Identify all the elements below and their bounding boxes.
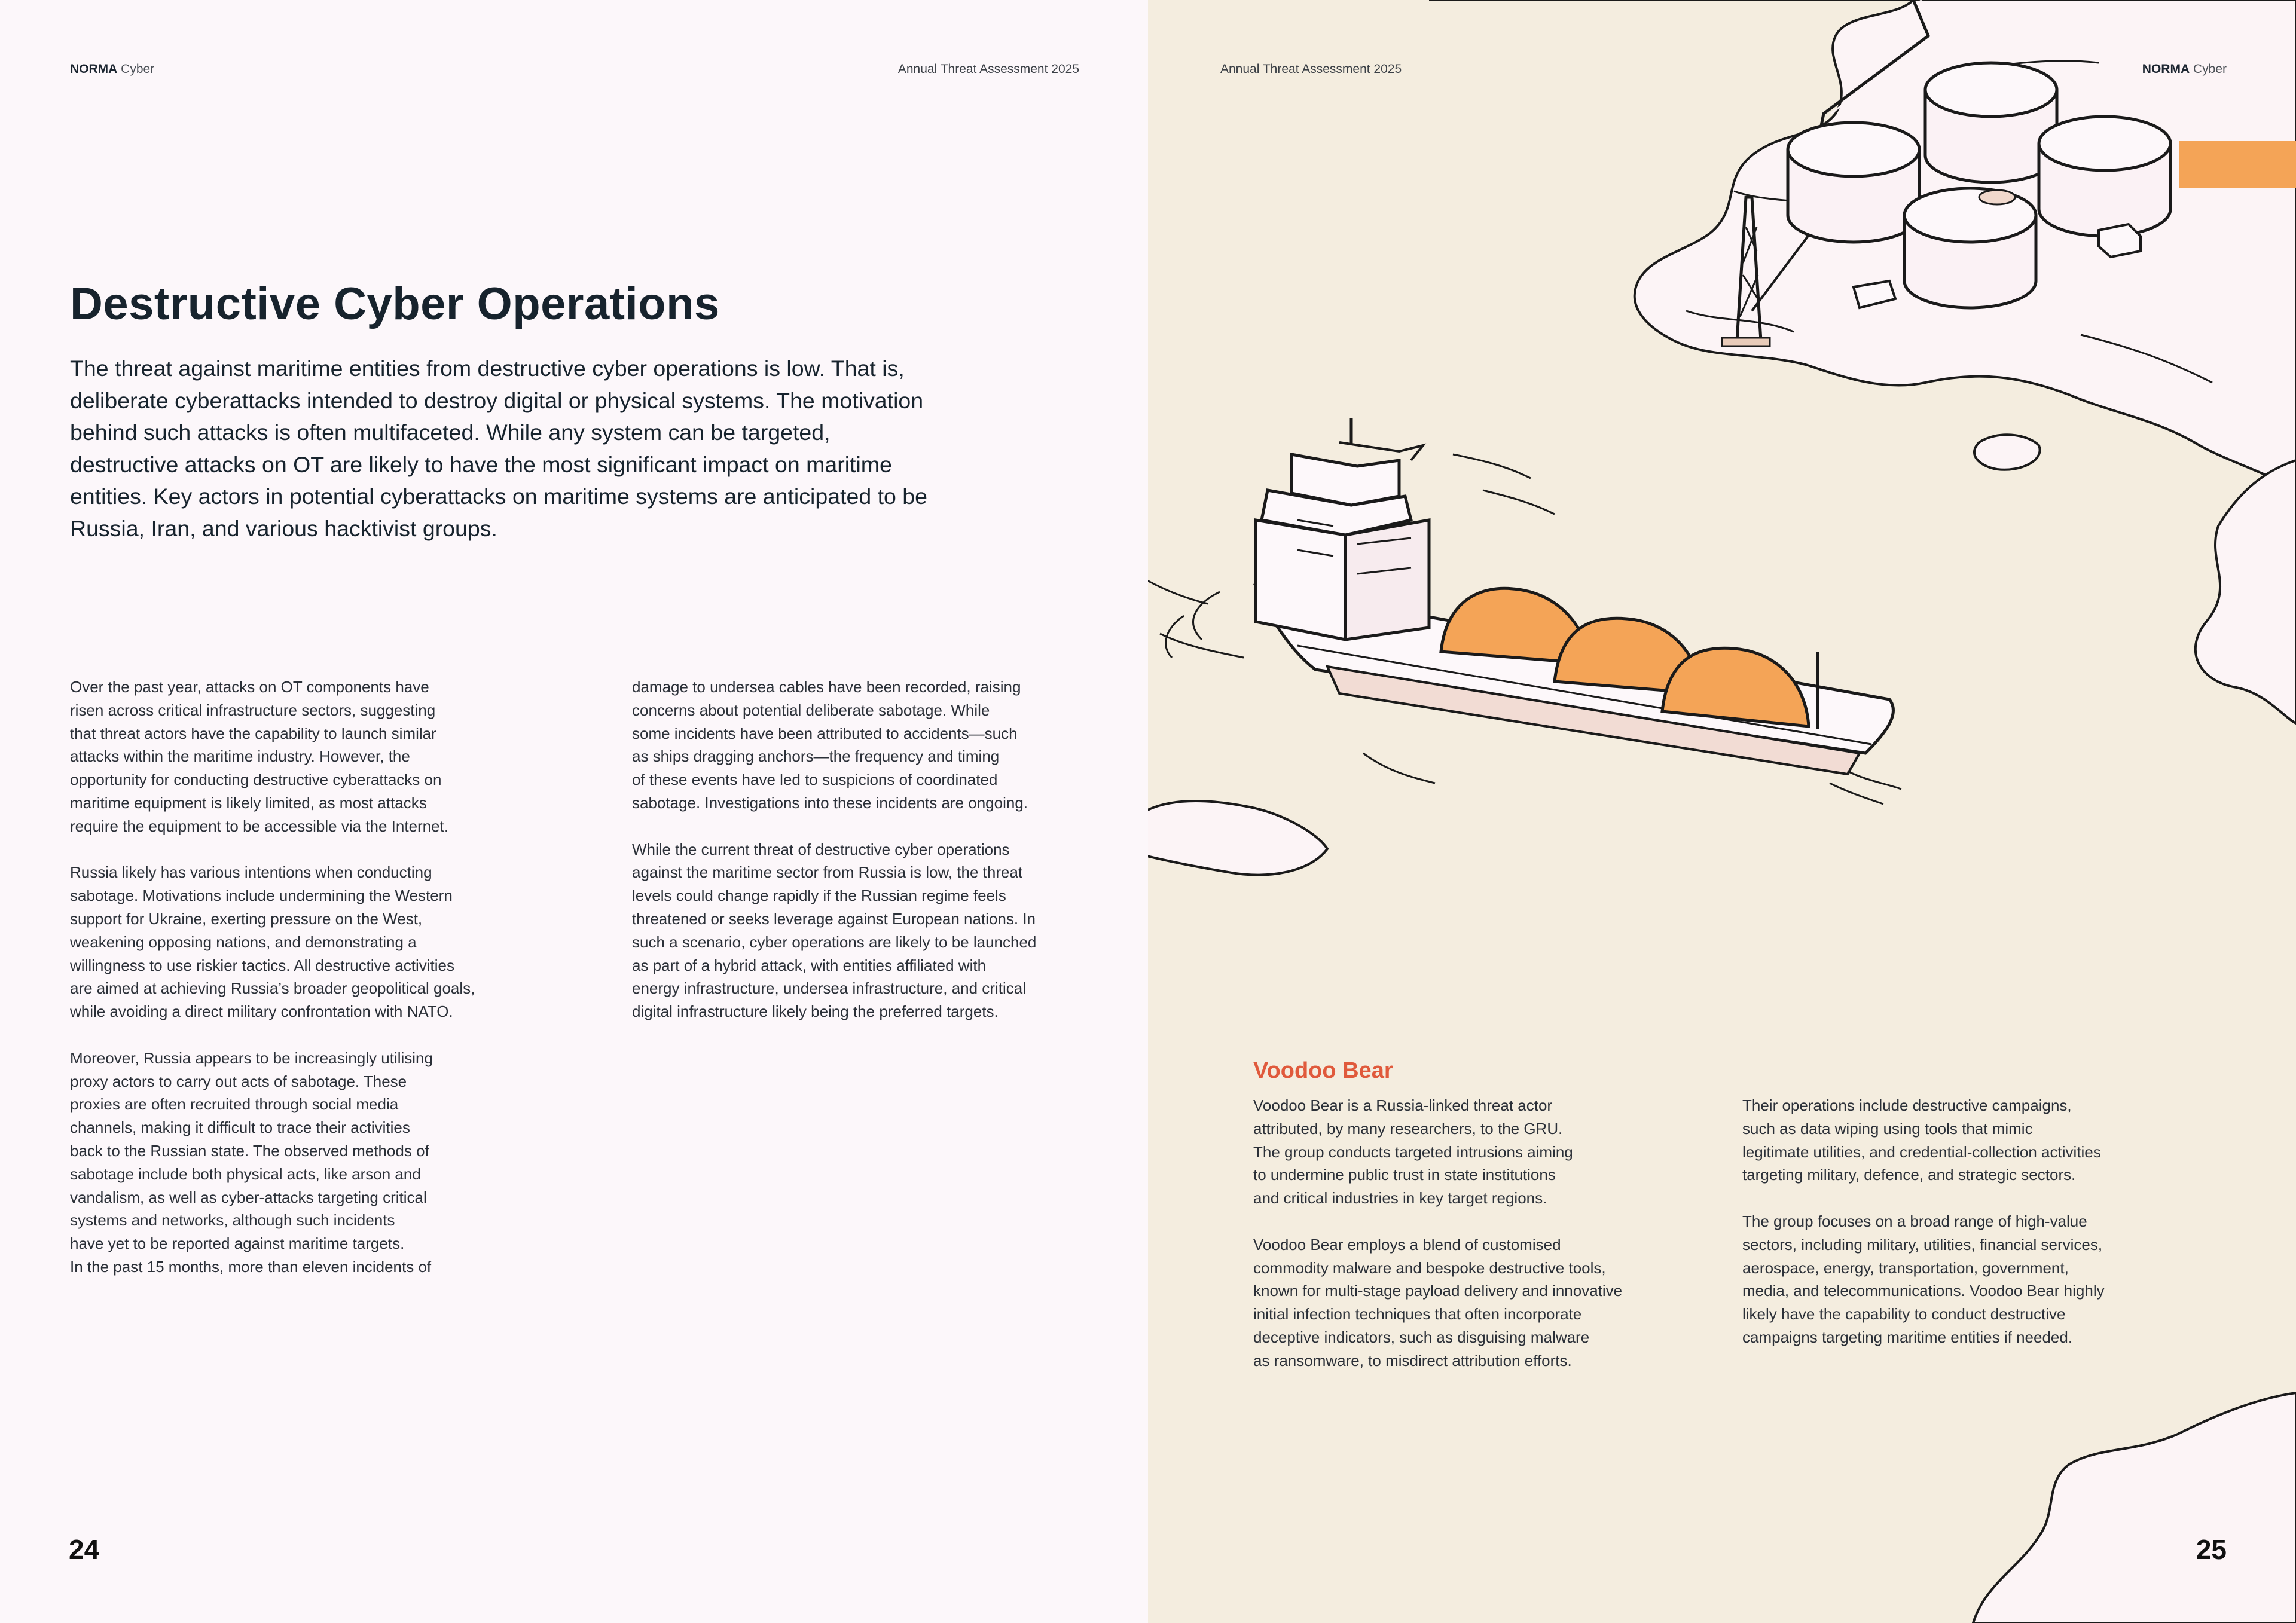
small-ice-floe [1974, 435, 2040, 470]
section-heading: Voodoo Bear [1253, 1058, 1393, 1083]
brand-header [70, 62, 154, 77]
running-title: Annual Threat Assessment 2025 [897, 62, 1079, 76]
lng-tanker-and-storage-tanks-illustration [1148, 0, 2296, 1623]
ice-floe-left [1148, 801, 1327, 875]
brand-name-regular: Cyber [2193, 62, 2227, 76]
lng-tanker [1166, 418, 1901, 804]
ice-floe-right [2196, 460, 2296, 723]
running-title: Annual Threat Assessment 2025 [1220, 62, 1402, 76]
ice-floe-bottom [1973, 1393, 2296, 1623]
storage-tank [2039, 117, 2170, 236]
page-number: 25 [2196, 1534, 2227, 1565]
storage-tank [1788, 123, 1919, 242]
body-column-2: damage to undersea cables have been recorded, raising concerns about potential deliberate sabotage. While some incidents have been attributed to accidents—such as ships dragging anchors—the frequency and timing of these events have led to suspicions of coordinated sabotage. Investigations into these incidents are ongoing. While the current threat of destructive cyber operations against the maritime sector from Russia is low, the threat levels could change rapidly if the Russian regime feels threatened or seeks leverage against European nations. In such a scenario, cyber operations are likely to be launched as part of a hybrid attack, with entities affiliated with energy infrastructure, undersea infrastructure, and critical digital infrastructure likely being the preferred targets. [632, 678, 1037, 1021]
page-number: 24 [69, 1534, 100, 1565]
lng-dome [1662, 648, 1809, 726]
right-page [1148, 0, 2296, 1623]
accent-bar [2179, 141, 2296, 188]
lead-paragraph: The threat against maritime entities from destructive cyber operations is low. That is, deliberate cyberattacks intended to destroy digital or physical systems. The motivation behind such attacks is often multifaceted. While any system can be targeted, destructive attacks on OT are likely to have the most significant impact on maritime entities. Key actors in potential cyberattacks on maritime systems are anticipated to be Russia, Iran, and various hacktivist groups. [70, 356, 928, 541]
brand-name-bold: NORMA [70, 62, 118, 76]
body-column-2: Their operations include destructive campaigns, such as data wiping using tools that mimic legitimate utilities, and credential-collection activities targeting military, defence, and strategic sectors. The group focuses on a broad range of high-value sectors, including military, utilities, financial services, aerospace, energy, transportation, government, media, and telecommunications. Voodoo Bear highly likely have the capability to conduct destructive campaigns targeting maritime entities if needed. [1742, 1096, 2105, 1346]
brand-header [2142, 62, 2227, 77]
storage-tank [1904, 188, 2036, 308]
brand-name-regular: Cyber [121, 62, 155, 76]
body-column-1: Voodoo Bear is a Russia-linked threat actor attributed, by many researchers, to the GRU. The group conducts targeted intrusions aiming to undermine public trust in state institutions and critical industries in key target regions. Voodoo Bear employs a blend of customised commodity malware and bespoke destructive tools, known for multi-stage payload delivery and innovative initial infection techniques that often incorporate deceptive indicators, such as disguising malware as ransomware, to misdirect attribution efforts. [1253, 1096, 1623, 1370]
body-column-1: Over the past year, attacks on OT components have risen across critical infrastructure sectors, suggesting that threat actors have the capability to launch similar attacks within the maritime industry. However, the opportunity for conducting destructive cyberattacks on maritime equipment is likely limited, as most attacks require the equipment to be accessible via the Internet. Russia likely has various intentions when conducting sabotage. Motivations include undermining the Western support for Ukraine, exerting pressure on the West, weakening opposing nations, and demonstrating a willingness to use riskier tactics. All destructive activities are aimed at achieving Russia’s broader geopolitical goals, while avoiding a direct military confrontation with NATO. Moreover, Russia appears to be increasingly utilising proxy actors to carry out acts of sabotage. These proxies are often recruited through social media channels, making it difficult to trace their activities back to the Russian state. The observed methods of sabotage include both physical acts, like arson and vandalism, as well as cyber-attacks targeting critical systems and networks, although such incidents have yet to be reported against maritime targets. In the past 15 months, more than eleven incidents of [70, 678, 475, 1276]
storage-tank [1925, 63, 2057, 182]
brand-name-bold: NORMA [2142, 62, 2190, 76]
page-title: Destructive Cyber Operations [70, 279, 720, 329]
